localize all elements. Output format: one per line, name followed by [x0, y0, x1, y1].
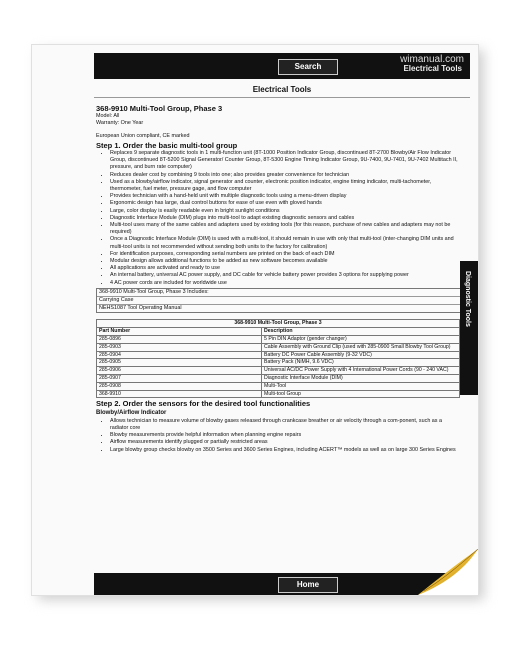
list-item: • Multi-tool uses many of the same cables and adapters used by existing tools (for this reason, purchase of new cables and adapters may not be required) — [110, 222, 460, 236]
table-row — [97, 382, 460, 390]
step2-bullet-list — [96, 418, 460, 454]
list-item: • Once a Diagnostic Interface Module (DIM) is used with a multi-tool, it should remain in use with only that multi-tool (inter-changing DIM units and multi-tool units is not recommended without sending both units to the factory for calibration) — [110, 236, 460, 250]
part-number-cell: 285-0903 — [97, 343, 262, 351]
table-row — [97, 390, 460, 398]
part-number-cell: 285-0906 — [97, 367, 262, 375]
top-bar — [94, 53, 470, 79]
list-item: • Allows technician to measure volume of blowby gases released through crankcase breather or air velocity through a com-ponent, such as a radiator core — [110, 418, 460, 432]
includes-item: Carrying Case — [97, 297, 461, 305]
header-title: Electrical Tools — [403, 64, 462, 73]
list-item: • All applications are activated and ready to use — [110, 265, 460, 272]
list-item: • Large blowby group checks blowby on 3500 Series and 3600 Series Engines, including ACERT™ models as well as on large 300 Series Engines — [110, 447, 460, 454]
table-row — [97, 351, 460, 359]
list-item: • Modular design allows additional functions to be added as new software becomes available — [110, 258, 460, 265]
part-number-cell: 285-0896 — [97, 336, 262, 344]
home-button[interactable]: Home — [278, 577, 338, 593]
manual-page — [31, 44, 479, 596]
brand-watermark: wimanual.com — [400, 54, 464, 65]
description-cell: Battery Pack (NiMH, 9.6 VDC) — [262, 359, 460, 367]
description-cell: Multi-Tool — [262, 382, 460, 390]
part-number-cell: 285-0908 — [97, 382, 262, 390]
includes-header: 368-9910 Multi-Tool Group, Phase 3 Includes: — [97, 289, 461, 297]
step1-heading: Step 1. Order the basic multi-tool group — [96, 140, 238, 150]
description-cell: Battery DC Power Cable Assembly (9-32 VDC) — [262, 351, 460, 359]
list-item: • Diagnostic Interface Module (DIM) plugs into multi-tool to adapt existing diagnostic sensors and cables — [110, 215, 460, 222]
list-item: • Replaces 9 separate diagnostic tools in 1 multi-function unit (8T-1000 Position Indicator Group, discontinued 8T-2700 Blowby/Air Flow Indicator Group, discontinued 8T-5200 Signal Generator/ Counter Group, 8T-5300 Engine Timing Indicator Group, 9U-7400, 9U-7401, 9U-7402 Multitach II, pressure, and burn rate computer) — [110, 150, 460, 172]
product-name: 368-9910 Multi-Tool Group, Phase 3 — [96, 104, 223, 113]
column-header-part-number: Part Number — [97, 328, 262, 336]
column-header-description: Description — [262, 328, 460, 336]
part-number-cell: 368-9910 — [97, 390, 262, 398]
side-tab-label: Diagnostic Tools — [464, 271, 471, 327]
description-cell: 5 Pin DIN Adaptor (gender changer) — [262, 336, 460, 344]
part-number-cell: 285-0905 — [97, 359, 262, 367]
table-caption: 368-9910 Multi-Tool Group, Phase 3 — [97, 320, 460, 328]
bottom-bar — [94, 573, 470, 595]
description-cell: Multi-tool Group — [262, 390, 460, 398]
list-item: • Large, color display is easily readable even in bright sunlight conditions — [110, 208, 460, 215]
step2-subheading: Blowby/Airflow Indicator — [96, 409, 167, 416]
description-cell: Cable Assembly with Ground Clip (used with 285-0900 Small Blowby Tool Group) — [262, 343, 460, 351]
product-model: Model: All — [96, 113, 120, 120]
document-content — [96, 103, 460, 454]
section-title: Electrical Tools — [94, 85, 470, 98]
list-item: • Airflow measurements identify plugged or partially restricted areas — [110, 439, 460, 446]
includes-box — [96, 288, 462, 314]
list-item: • Blowby measurements provide helpful information when planning engine repairs — [110, 432, 460, 439]
description-cell: Diagnostic Interface Module (DIM) — [262, 375, 460, 383]
list-item: • Reduces dealer cost by combining 9 tools into one; also provides greater convenience for technician — [110, 172, 460, 179]
description-cell: Universal AC/DC Power Supply with 4 International Power Cords (90 - 240 VAC) — [262, 367, 460, 375]
parts-table — [96, 319, 460, 398]
table-row — [97, 359, 460, 367]
part-number-cell: 285-0904 — [97, 351, 262, 359]
table-row — [97, 367, 460, 375]
compliance-note: European Union compliant, CE marked — [96, 132, 190, 139]
list-item: • Used as a blowby/airflow indicator, signal generator and counter, electronic position indicator, engine timing indicator, multi-tachometer, thermometer, fuel meter, pressure gage, and flow computer — [110, 179, 460, 193]
product-warranty: Warranty: One Year — [96, 120, 144, 127]
table-row — [97, 375, 460, 383]
list-item: • Ergonomic design has large, dual control buttons for ease of use even with gloved hands — [110, 200, 460, 207]
includes-item: NEHS1087 Tool Operating Manual — [99, 305, 182, 312]
step2-heading: Step 2. Order the sensors for the desired tool functionalities — [96, 399, 311, 409]
table-row — [97, 343, 460, 351]
table-row — [97, 336, 460, 344]
step1-bullet-list — [96, 150, 460, 287]
list-item: • For identification purposes, corresponding serial numbers are printed on the back of each DIM — [110, 251, 460, 258]
side-tab-diagnostic-tools[interactable] — [460, 261, 478, 395]
page-curl-icon — [418, 549, 478, 595]
part-number-cell: 285-0907 — [97, 375, 262, 383]
list-item: • 4 AC power cords are included for worldwide use — [110, 280, 460, 287]
list-item: • An internal battery, universal AC power supply, and DC cable for vehicle battery power provides 3 options for supplying power — [110, 272, 460, 279]
list-item: • Provides technician with a hand-held unit with multiple diagnostic tools using a menu-driven display — [110, 193, 460, 200]
search-button[interactable]: Search — [278, 59, 338, 75]
